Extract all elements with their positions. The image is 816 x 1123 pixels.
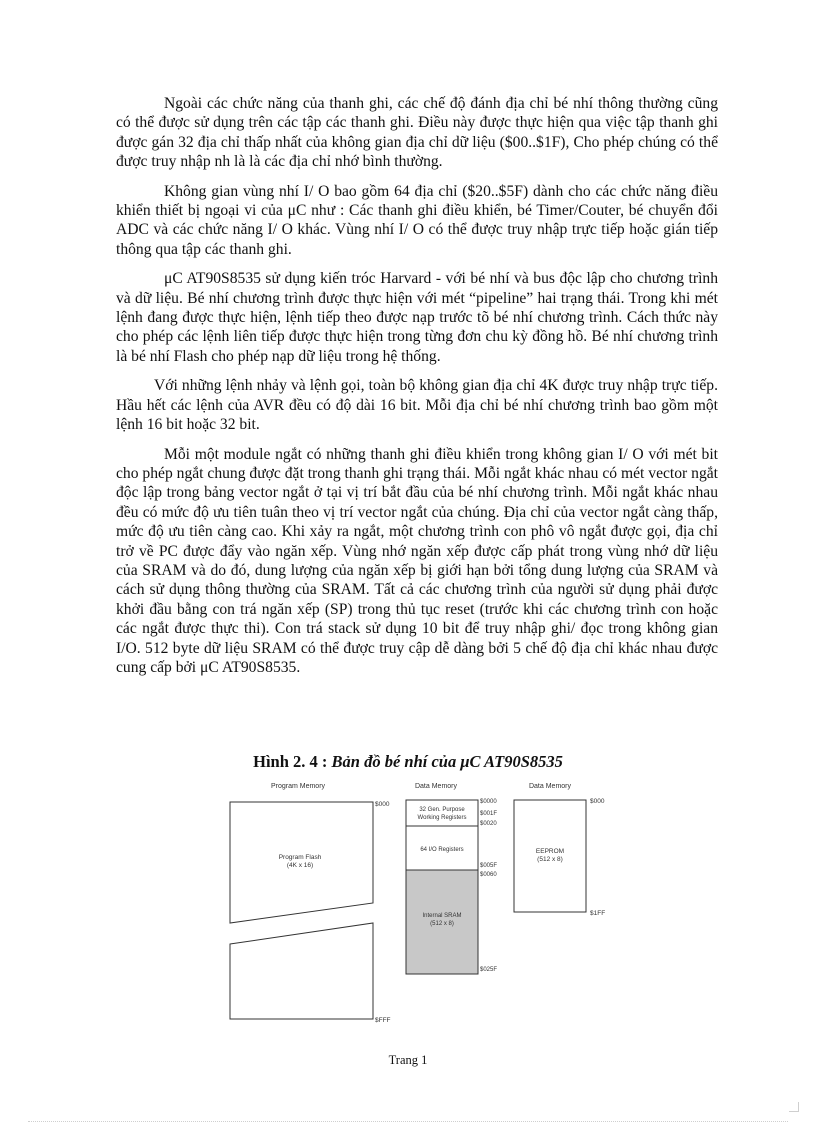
paragraph: Ngoài các chức năng của thanh ghi, các chế độ đánh địa chỉ bé nhí thông thường cũng có thể được sử dụng trên các tập các thanh ghi. Điều này được thực hiện qua việc tập thanh ghi được gán 32 địa chỉ thấp nhất của không gian địa chỉ dữ liệu ($00..$1F), Cho phép chúng có thể được truy nhập nh là là các địa chỉ nhớ bình thường. bbox=[116, 95, 718, 171]
data-memory-heading: Data Memory bbox=[414, 783, 458, 790]
eeprom-addr-start: $000 bbox=[590, 798, 605, 805]
addr-0000: $0000 bbox=[480, 799, 497, 805]
program-memory-heading: Program Memory bbox=[270, 783, 326, 790]
internal-sram-size: (512 x 8) bbox=[430, 921, 454, 927]
addr-0060: $0060 bbox=[480, 872, 497, 878]
caption-title: Bản đồ bé nhí của μC AT90S8535 bbox=[331, 752, 563, 771]
io-registers-label: 64 I/O Registers bbox=[420, 847, 464, 853]
page-edge-dotted-line bbox=[28, 1121, 788, 1122]
figure-caption bbox=[0, 752, 816, 772]
eeprom-label: EEPROM bbox=[535, 848, 565, 855]
margin-mark bbox=[789, 1111, 799, 1112]
caption-prefix: Hình 2. 4 : bbox=[253, 752, 332, 771]
program-addr-end: $FFF bbox=[375, 1017, 391, 1024]
page-footer: Trang 1 bbox=[388, 1053, 428, 1067]
gp-registers-sub: Working Registers bbox=[417, 815, 467, 821]
addr-025f: $025F bbox=[480, 967, 498, 973]
program-flash-block-bottom bbox=[230, 923, 373, 1019]
addr-005f: $005F bbox=[480, 863, 498, 869]
paragraph: Mỗi một module ngắt có những thanh ghi điều khiển trong không gian I/ O với mét bit cho phép ngắt chung được đặt trong thanh ghi trạng thái. Mỗi ngắt khác nhau có mét vector ngắt độc lập trong bảng vector ngắt ở tại vị trí bắt đầu của bé nhí chương trình. Mỗi ngắt khác nhau đều có mức độ ưu tiên tuân theo vị trí vector ngắt của chúng. Địa chỉ của vector ngắt càng thấp, mức độ ưu tiên càng cao. Khi xảy ra ngắt, một chương trình con phô vô ngắt được gọi, địa chỉ trở về PC được đẩy vào ngăn xếp. Vùng nhớ ngăn xếp được cấp phát trong vùng nhớ dữ liệu của SRAM và do đó, dung lượng của ngăn xếp bị giới hạn bởi tổng dung lượng của SRAM và cách sử dụng thông thường của SRAM. Tất cả các chương trình của người sử dụng phải được khởi đầu bằng con trá ngăn xếp (SP) trong thủ tục reset (trước khi các chương trình con hoặc các ngắt được thực thi). Con trá stack sử dụng 10 bit để truy nhập ghi/ đọc trong không gian I/O. 512 byte dữ liệu SRAM có thể được truy cập dễ dàng bởi 5 chế độ địa chỉ khác nhau được cung cấp bởi μC AT90S8535. bbox=[116, 445, 718, 676]
program-flash-size: (4K x 16) bbox=[286, 862, 314, 869]
addr-001f: $001F bbox=[480, 811, 498, 817]
gp-registers-label: 32 Gen. Purpose bbox=[419, 807, 465, 813]
gp-registers-block bbox=[406, 800, 478, 826]
internal-sram-label: Internal SRAM bbox=[422, 913, 462, 919]
memory-map-figure bbox=[228, 780, 628, 1030]
program-flash-label: Program Flash bbox=[278, 854, 322, 861]
program-addr-start: $000 bbox=[375, 801, 390, 808]
paragraph: Với những lệnh nhảy và lệnh gọi, toàn bộ không gian địa chỉ 4K được truy nhập trực tiếp. Hầu hết các lệnh của AVR đều có độ dài 16 bit. Mỗi địa chỉ bé nhí chương trình bao gồm một lệnh 16 bit hoặc 32 bit. bbox=[116, 377, 718, 434]
addr-0020: $0020 bbox=[480, 821, 497, 827]
eeprom-memory-heading: Data Memory bbox=[528, 783, 572, 790]
eeprom-size: (512 x 8) bbox=[537, 856, 563, 863]
eeprom-addr-end: $1FF bbox=[590, 910, 606, 917]
paragraph: Không gian vùng nhí I/ O bao gồm 64 địa chỉ ($20..$5F) dành cho các chức năng điều khiển thiết bị ngoại vi của μC như : Các thanh ghi điều khiển, bé Timer/Couter, bé chuyển đổi ADC và các chức năng I/ O khác. Vùng nhí I/ O có thể được truy nhập trực tiếp hoặc gián tiếp thông qua tập các thanh ghi. bbox=[116, 182, 718, 258]
body-text bbox=[116, 94, 718, 687]
paragraph: μC AT90S8535 sử dụng kiến tróc Harvard - với bé nhí và bus độc lập cho chương trình và dữ liệu. Bé nhí chương trình được thực hiện với mét “pipeline” hai trạng thái. Trong khi mét lệnh đang được thực hiện, lệnh tiếp theo được nạp trước tõ bé nhí chương trình. Cách thức này cho phép các lệnh liên tiếp được thực hiện trong từng đơn chu kỳ đồng hồ. Bé nhí chương trình là bé nhí Flash cho phép nạp dữ liệu trong hệ thống. bbox=[116, 270, 718, 365]
